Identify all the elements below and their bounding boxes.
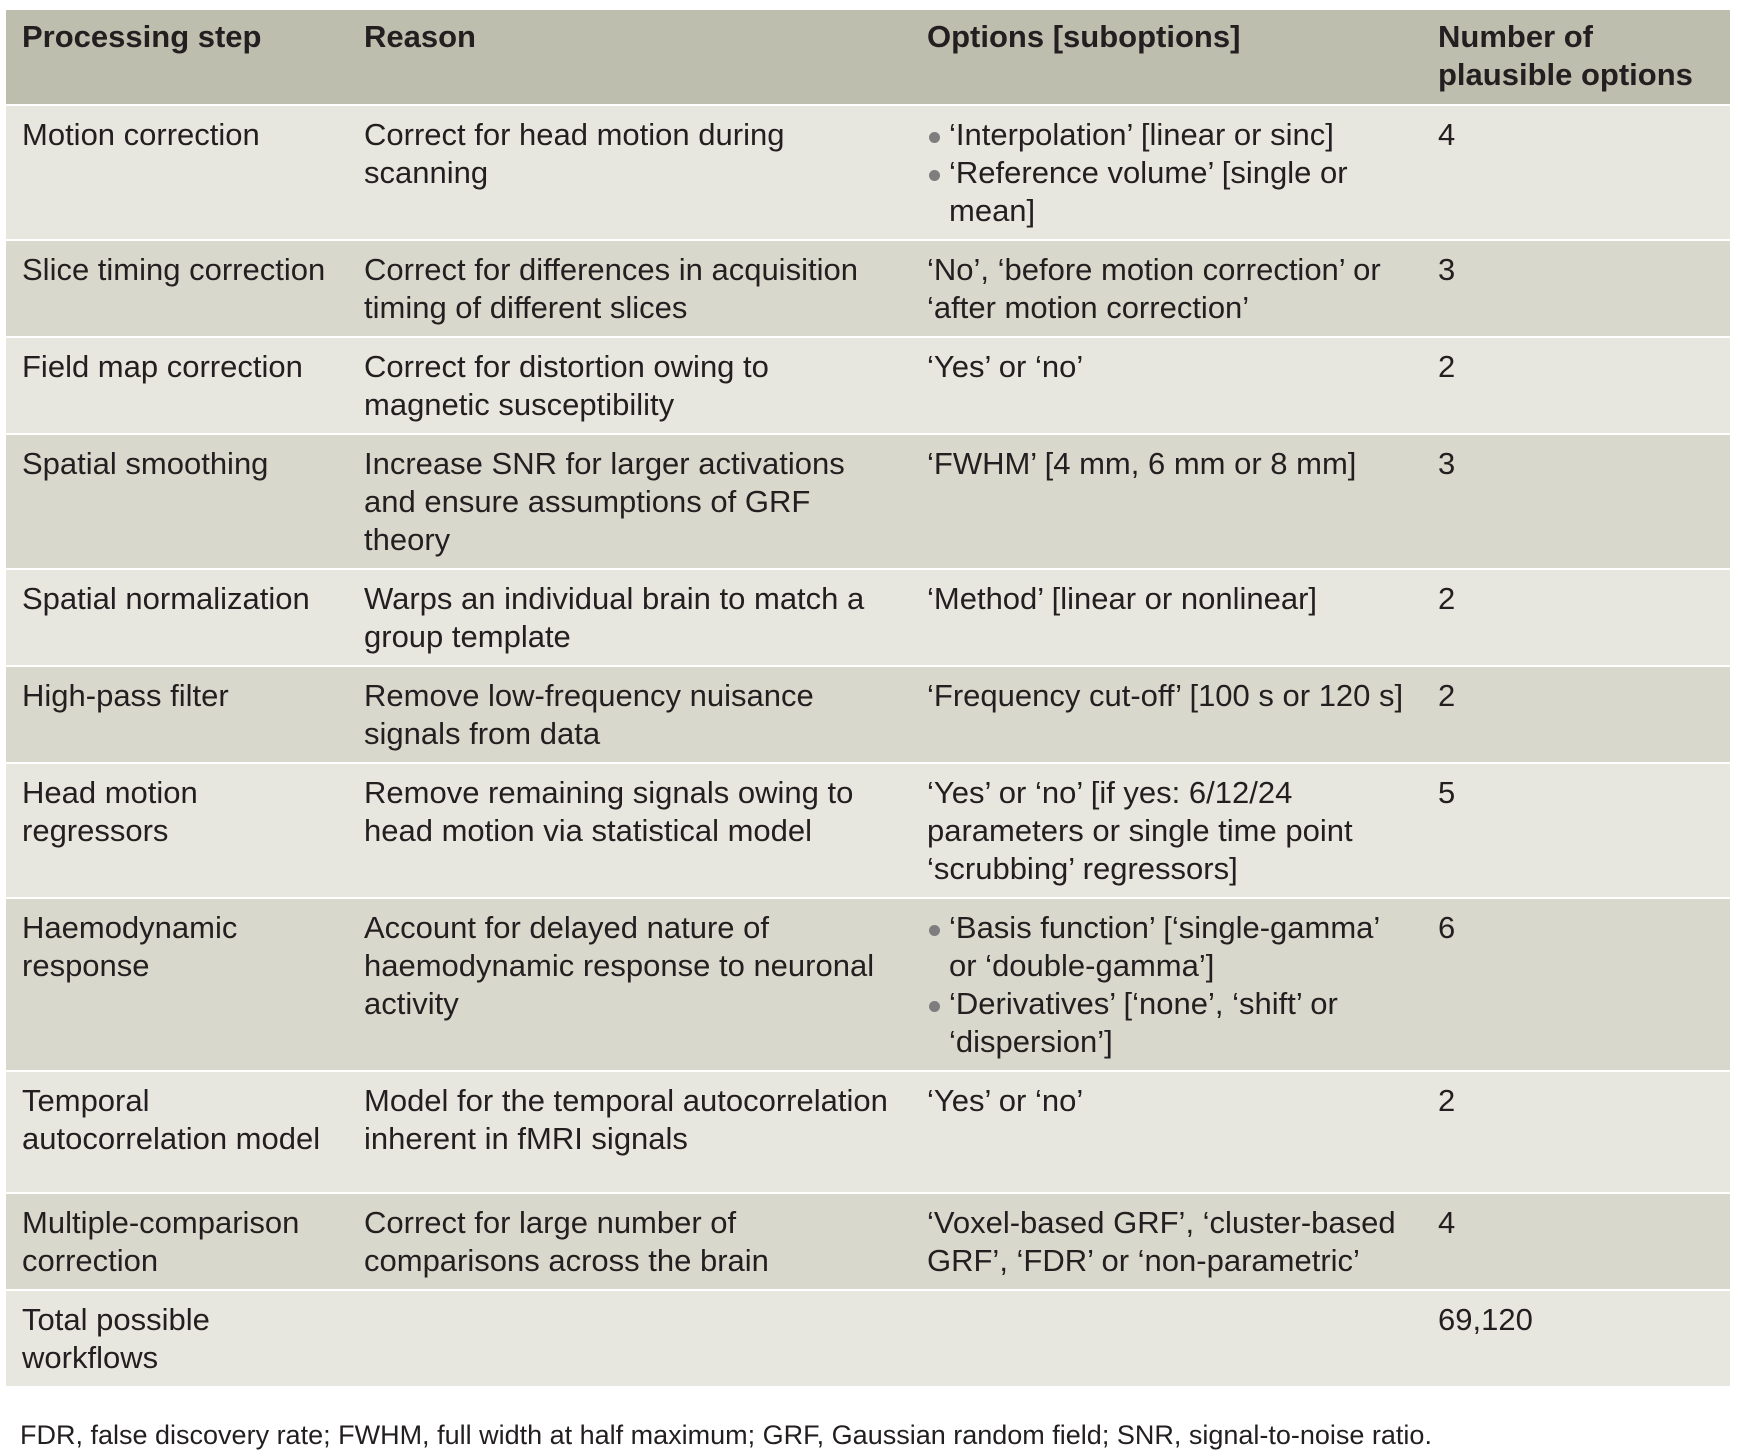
cell-options: ‘Frequency cut-off’ [100 s or 120 s] [911,666,1422,763]
table-row [6,1071,1730,1193]
table-row [6,434,1730,569]
cell-reason: Correct for differences in acquisition timing of different slices [348,240,911,337]
cell-number-of-options: 2 [1422,337,1730,434]
cell-processing-step: Temporal autocorrelation model [6,1071,348,1193]
cell-number-of-options: 4 [1422,1193,1730,1290]
cell-processing-step: Total possible workflows [6,1290,348,1386]
footnote: FDR, false discovery rate; FWHM, full width at half maximum; GRF, Gaussian random field; SNR, signal-to-noise ratio. [20,1420,1432,1450]
cell-reason: Warps an individual brain to match a group template [348,569,911,666]
cell-number-of-options: 2 [1422,1071,1730,1193]
table-row [6,337,1730,434]
options-bullet-item: ‘Reference volume’ [single or mean] [927,154,1412,230]
table-row [6,666,1730,763]
cell-number-of-options: 5 [1422,763,1730,898]
header-number-of-options: Number of plausible options [1422,10,1730,105]
cell-options: ‘Yes’ or ‘no’ [if yes: 6/12/24 parameters or single time point ‘scrubbing’ regressors] [911,763,1422,898]
cell-processing-step: Spatial normalization [6,569,348,666]
cell-reason [348,1290,911,1386]
table-row [6,898,1730,1071]
header-processing-step: Processing step [6,10,348,105]
cell-options: ‘No’, ‘before motion correction’ or ‘after motion correction’ [911,240,1422,337]
table-container [6,10,1730,1386]
cell-options [911,1290,1422,1386]
cell-reason: Model for the temporal autocorrelation inherent in fMRI signals [348,1071,911,1193]
cell-reason: Account for delayed nature of haemodynamic response to neuronal activity [348,898,911,1071]
cell-reason: Correct for head motion during scanning [348,105,911,240]
processing-steps-table [6,10,1730,1386]
table-row [6,763,1730,898]
cell-processing-step: High-pass filter [6,666,348,763]
cell-options: ‘FWHM’ [4 mm, 6 mm or 8 mm] [911,434,1422,569]
cell-processing-step: Multiple-comparison correction [6,1193,348,1290]
cell-processing-step: Head motion regressors [6,763,348,898]
cell-number-of-options: 3 [1422,240,1730,337]
header-row [6,10,1730,105]
options-bullet-item: ‘Basis function’ [‘single-gamma’ or ‘double-gamma’] [927,909,1412,985]
table-row [6,105,1730,240]
cell-processing-step: Motion correction [6,105,348,240]
table-row [6,1290,1730,1386]
cell-options: ‘Yes’ or ‘no’ [911,337,1422,434]
cell-reason: Correct for distortion owing to magnetic susceptibility [348,337,911,434]
cell-number-of-options: 69,120 [1422,1290,1730,1386]
options-bullet-list [927,116,1412,230]
cell-processing-step: Spatial smoothing [6,434,348,569]
options-bullet-item: ‘Derivatives’ [‘none’, ‘shift’ or ‘dispersion’] [927,985,1412,1061]
options-bullet-item: ‘Interpolation’ [linear or sinc] [927,116,1412,154]
cell-number-of-options: 2 [1422,569,1730,666]
cell-number-of-options: 2 [1422,666,1730,763]
header-reason: Reason [348,10,911,105]
cell-options: ‘Yes’ or ‘no’ [911,1071,1422,1193]
cell-number-of-options: 4 [1422,105,1730,240]
cell-reason: Increase SNR for larger activations and ensure assumptions of GRF theory [348,434,911,569]
cell-options [911,105,1422,240]
cell-reason: Correct for large number of comparisons across the brain [348,1193,911,1290]
cell-options: ‘Method’ [linear or nonlinear] [911,569,1422,666]
cell-processing-step: Haemodynamic response [6,898,348,1071]
cell-reason: Remove remaining signals owing to head motion via statistical model [348,763,911,898]
cell-options: ‘Voxel-based GRF’, ‘cluster-based GRF’, ‘FDR’ or ‘non-parametric’ [911,1193,1422,1290]
cell-options [911,898,1422,1071]
cell-reason: Remove low-frequency nuisance signals from data [348,666,911,763]
table-row [6,569,1730,666]
cell-processing-step: Field map correction [6,337,348,434]
cell-number-of-options: 3 [1422,434,1730,569]
cell-number-of-options: 6 [1422,898,1730,1071]
options-bullet-list [927,909,1412,1061]
cell-processing-step: Slice timing correction [6,240,348,337]
header-options: Options [suboptions] [911,10,1422,105]
table-row [6,240,1730,337]
table-row [6,1193,1730,1290]
